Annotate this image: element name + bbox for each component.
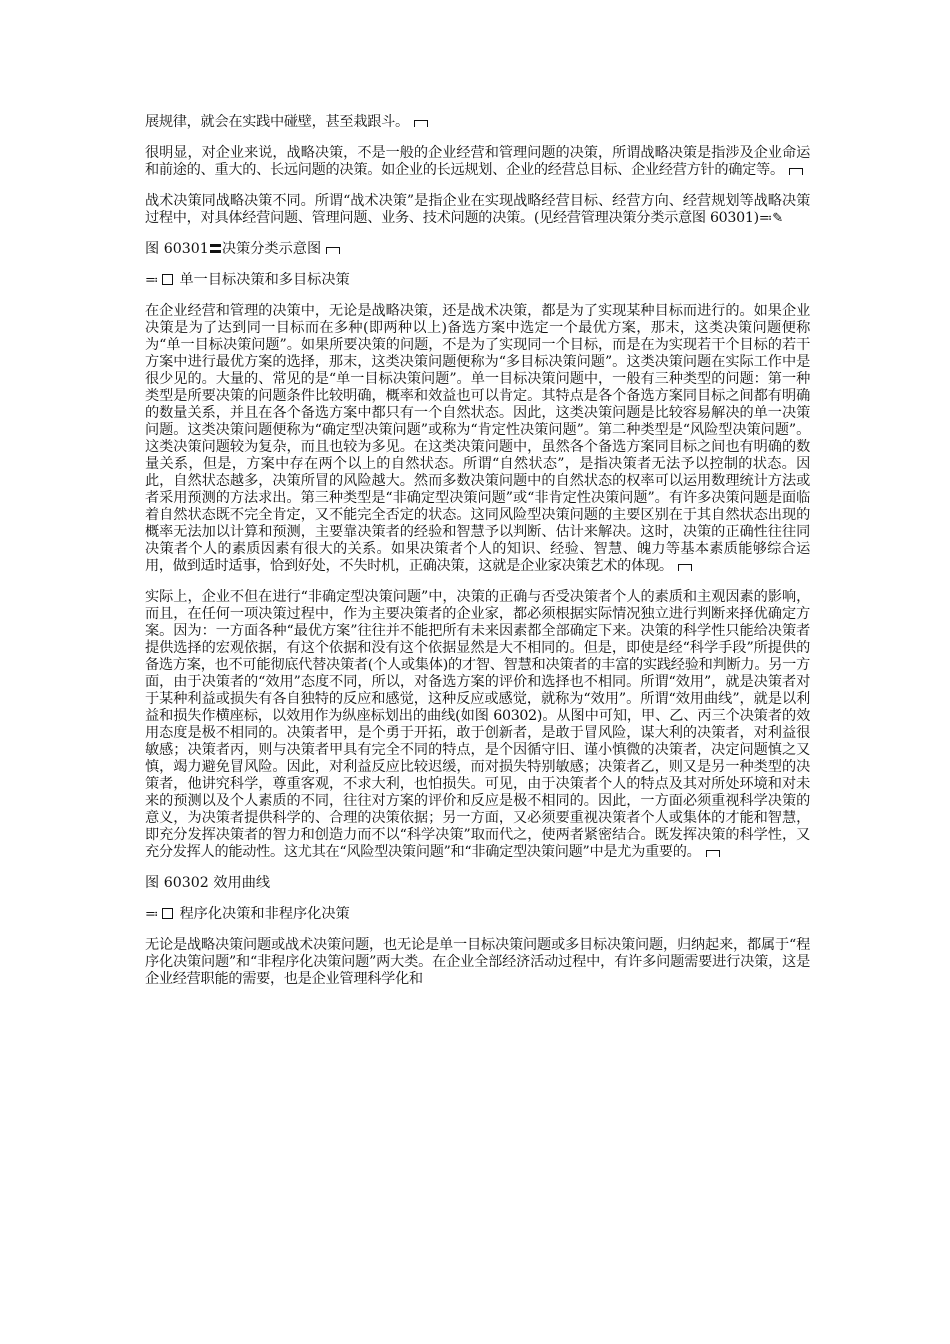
paragraph-5: 实际上，企业不但在进行“非确定型决策问题”中，决策的正确与否受决策者个人的素质和主观因素的影响，而且，在任何一项决策过程中，作为主要决策者的企业家，都必须根据实际情况独立进行判断来择优确定方案。因为：一方面各种“最优方案”往往并不能把所有未来因素都全部确定下来。决策的科学性只能给决策者提供选择的宏观依据，有这个依据和没有这个依据显然是大不相同的。但是，即使是经“科学手段”所提供的备选方案，也不可能彻底代替决策者(个人或集体)的才智、智慧和决策者的丰富的实践经验和判断力。另一方面，由于决策者的“效用”态度不同，所以，对备选方案的评价和选择也不相同。所谓“效用”，就是决策者对于某种利益或损失有各自独特的反应和感觉，这种反应或感觉，就称为“效用”。所谓“效用曲线”，就是以利益和损失作横座标，以效用作为纵座标划出的曲线(如图 60302)。从图中可知，甲、乙、丙三个决策者的效用态度是极不相同的。决策者甲，是个勇于开拓，敢于创新者，是敢于冒风险，谋大利的决策者，对利益很敏感；决策者丙，则与决策者甲具有完全不同的特点，是个因循守旧、谨小慎微的决策者，决定问题慎之又慎，竭力避免冒风险。因此，对利益反应比较迟缓，而对损失特别敏感；决策者乙，则又是另一种类型的决策者，他讲究科学，尊重客观，不求大利，也怕损失。可见，由于决策者个人的特点及其对所处环境和对未来的预测以及个人素质的不同，往往对方案的评价和反应是极不相同的。因此，一方面必须重视科学决策的意义，为决策者提供科学的、合理的决策依据；另一方面，又必须要重视决策者个人或集体的才能和智慧，即充分发挥决策者的智力和创造力而不以“科学决策”取而代之，使两者紧密结合。既发挥决策的科学性，又充分发挥人的能动性。这尤其在“风险型决策问题”和“非确定型决策问题”中是尤为重要的。 [145,589,810,860]
square-box-icon [162,274,173,285]
document-page [145,114,810,1002]
section-prefix-icon: ≕ [145,907,159,922]
figure-link-icon: ≕✎ [758,211,784,226]
paragraph-3: 战术决策同战略决策不同。所谓“战术决策”是指企业在实现战略经营目标、经营方向、经营规划等战略决策过程中，对具体经营问题、管理问题、业务、技术问题的决策。(见经营管理决策分类示意图 60301)≕✎ [145,193,810,226]
section-heading-programmed-decision: ≕ 程序化决策和非程序化决策 [145,906,350,922]
paragraph-4: 在企业经营和管理的决策中，无论是战略决策，还是战术决策，都是为了实现某种目标而进行的。如果企业决策是为了达到同一目标而在多种(即两种以上)备选方案中选定一个最优方案，那末，这类决策问题便称为“单一目标决策问题”。如果所要决策的问题，不是为了实现同一个目标，而是在为实现若干个目标的若干方案中进行最优方案的选择，那末，这类决策问题便称为“多目标决策问题”。这类决策问题在实际工作中是很少见的。大量的、常见的是“单一目标决策问题”。单一目标决策问题中，一般有三种类型的问题：第一种类型是所要决策的问题条件比较明确，概率和效益也可以肯定。其特点是各个备选方案同目标之间都有明确的数量关系，并且在各个备选方案中都只有一个自然状态。因此，这类决策问题是比较容易解决的单一决策问题。这类决策问题便称为“确定型决策问题”或称为“肯定性决策问题”。第二种类型是“风险型决策问题”。这类决策问题较为复杂，而且也较为多见。在这类决策问题中，虽然各个备选方案同目标之间也有明确的数量关系，但是，方案中存在两个以上的自然状态。所谓“自然状态”，是指决策者无法予以控制的状态。因此，自然状态越多，决策所冒的风险越大。然而多数决策问题中的自然状态的权率可以运用数理统计方法或者采用预测的方法求出。第三种类型是“非确定型决策问题”或“非肯定性决策问题”。有许多决策问题是面临着自然状态既不完全肯定，又不能完全否定的状态。这同风险型决策问题的主要区别在于其自然状态出现的概率无法加以计算和预测，主要靠决策者的经验和智慧予以判断、估计来解决。这时，决策的正确性往往同决策者个人的素质因素有很大的关系。如果决策者个人的知识、经验、智慧、魄力等基本素质能够综合运用，做到适时适事，恰到好处，不失时机，正确决策，这就是企业家决策艺术的体现。 [145,303,810,574]
paragraph-end-mark-icon [678,564,692,571]
paragraph-2: 很明显，对企业来说，战略决策，不是一般的企业经营和管理问题的决策，所谓战略决策是指涉及企业命运和前途的、重大的、长远问题的决策。如企业的长远规划、企业的经营总目标、企业经营方针的确定等。 [145,145,810,178]
section-prefix-icon: ≕ [145,273,159,288]
figure-caption-60302: 图 60302 效用曲线 [145,875,271,891]
paragraph-1: 展规律，就会在实践中碰壁，甚至栽跟斗。 [145,114,810,131]
paragraph-end-mark-icon [789,168,803,175]
paragraph-end-mark-icon [414,120,428,127]
paragraph-end-mark-icon [326,247,340,254]
section-heading-single-multi-objective: ≕ 单一目标决策和多目标决策 [145,272,350,288]
square-box-icon [162,908,173,919]
figure-caption-60301: 图 60301 决策分类示意图 [145,241,810,258]
paragraph-end-mark-icon [706,850,720,857]
paragraph-6: 无论是战略决策问题或战术决策问题，也无论是单一目标决策问题或多目标决策问题，归纳起来，都属于“程序化决策问题”和“非程序化决策问题”两大类。在企业全部经济活动过程中，有许多问题需要进行决策，这是企业经营职能的需要，也是企业管理科学化和 [145,937,810,987]
double-bar-icon [210,244,221,253]
